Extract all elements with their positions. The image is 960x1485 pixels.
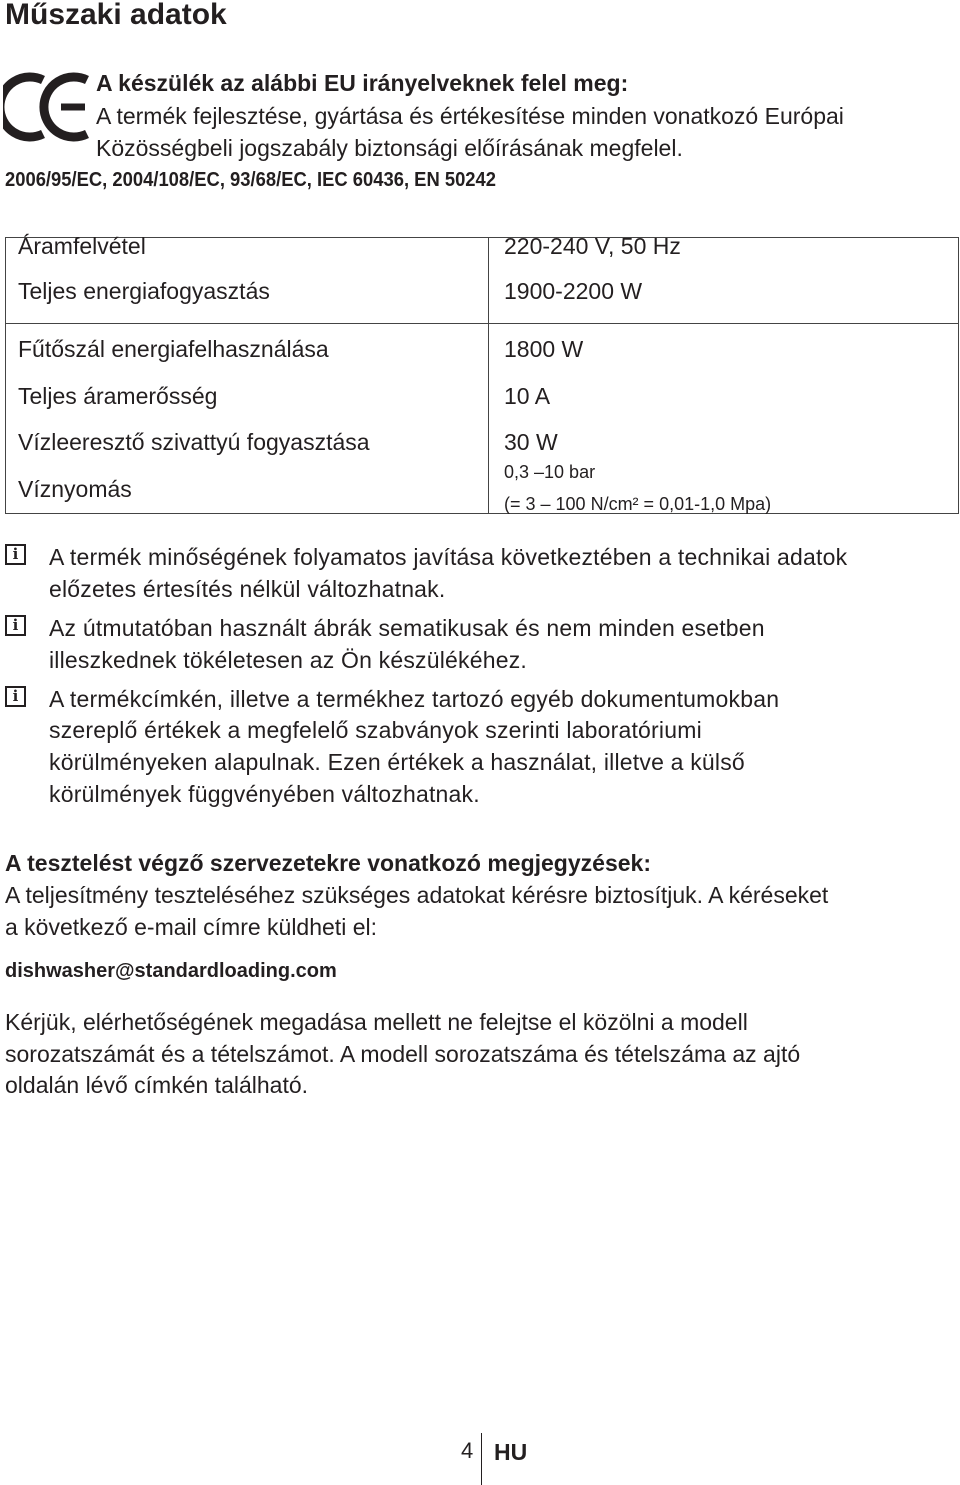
- page-title: Műszaki adatok: [5, 0, 227, 31]
- info-icon: i: [5, 686, 26, 707]
- spec-value: 10 A: [504, 383, 551, 409]
- compliance-text-line: A termék fejlesztése, gyártása és értékesítése minden vonatkozó Európai: [96, 103, 844, 129]
- ce-logo: [3, 72, 93, 142]
- spec-value: 0,3 –10 bar: [504, 462, 596, 482]
- spec-value-secondary: (= 3 – 100 N/cm² = 0,01-1,0 Mpa): [504, 494, 772, 514]
- note-line: Az útmutatóban használt ábrák sematikusak és nem minden esetben: [49, 615, 765, 641]
- spec-value: 1900-2200 W: [504, 278, 643, 304]
- closing-text-line: Kérjük, elérhetőségének megadása mellett ne felejtse el közölni a modell: [5, 1009, 748, 1035]
- compliance-heading: A készülék az alábbi EU irányelveknek felel meg:: [96, 70, 629, 96]
- footer-divider: [481, 1433, 482, 1485]
- closing-text-line: sorozatszámát és a tételszámot. A modell sorozatszáma és tételszáma az ajtó: [5, 1041, 801, 1067]
- note-line: előzetes értesítés nélkül változhatnak.: [49, 576, 446, 602]
- directives-list: 2006/95/EC, 2004/108/EC, 93/68/EC, IEC 60436, EN 50242: [5, 169, 497, 191]
- spec-label: Fűtőszál energiafelhasználása: [18, 336, 329, 362]
- info-icon: i: [5, 544, 26, 565]
- testing-text-line: a következő e-mail címre küldheti el:: [5, 914, 377, 940]
- note-line: körülmények függvényében változhatnak.: [49, 781, 480, 807]
- closing-text-line: oldalán lévő címkén található.: [5, 1072, 309, 1098]
- note-line: szereplő értékek a megfelelő szabványok szerinti laboratóriumi: [49, 717, 702, 743]
- spec-label: Áramfelvétel: [18, 233, 146, 259]
- testing-heading: A tesztelést végző szervezetekre vonatkozó megjegyzések:: [5, 850, 651, 876]
- note-line: körülményeken alapulnak. Ezen értékek a használat, illetve a külső: [49, 749, 745, 775]
- spec-value: 220-240 V, 50 Hz: [504, 233, 681, 259]
- compliance-text-line: Közösségbeli jogszabály biztonsági előírásának megfelel.: [96, 135, 683, 161]
- spec-table-row-divider: [5, 323, 959, 324]
- note-line: A termék minőségének folyamatos javítása következtében a technikai adatok: [49, 544, 848, 570]
- page-number: 4: [461, 1438, 474, 1463]
- testing-text-line: A teljesítmény teszteléséhez szükséges adatokat kérésre biztosítjuk. A kéréseket: [5, 882, 829, 908]
- note-line: A termékcímkén, illetve a termékhez tartozó egyéb dokumentumokban: [49, 686, 780, 712]
- note-line: illeszkednek tökéletesen az Ön készülékéhez.: [49, 647, 528, 673]
- contact-email[interactable]: dishwasher@standardloading.com: [5, 960, 337, 982]
- spec-label: Teljes energiafogyasztás: [18, 278, 270, 304]
- spec-value: 30 W: [504, 429, 558, 455]
- spec-value: 1800 W: [504, 336, 584, 362]
- language-code: HU: [494, 1439, 528, 1465]
- info-icon: i: [5, 615, 26, 636]
- spec-table-divider: [488, 237, 489, 514]
- spec-label: Víznyomás: [18, 476, 132, 502]
- spec-label: Vízleeresztő szivattyú fogyasztása: [18, 429, 370, 455]
- spec-label: Teljes áramerősség: [18, 383, 218, 409]
